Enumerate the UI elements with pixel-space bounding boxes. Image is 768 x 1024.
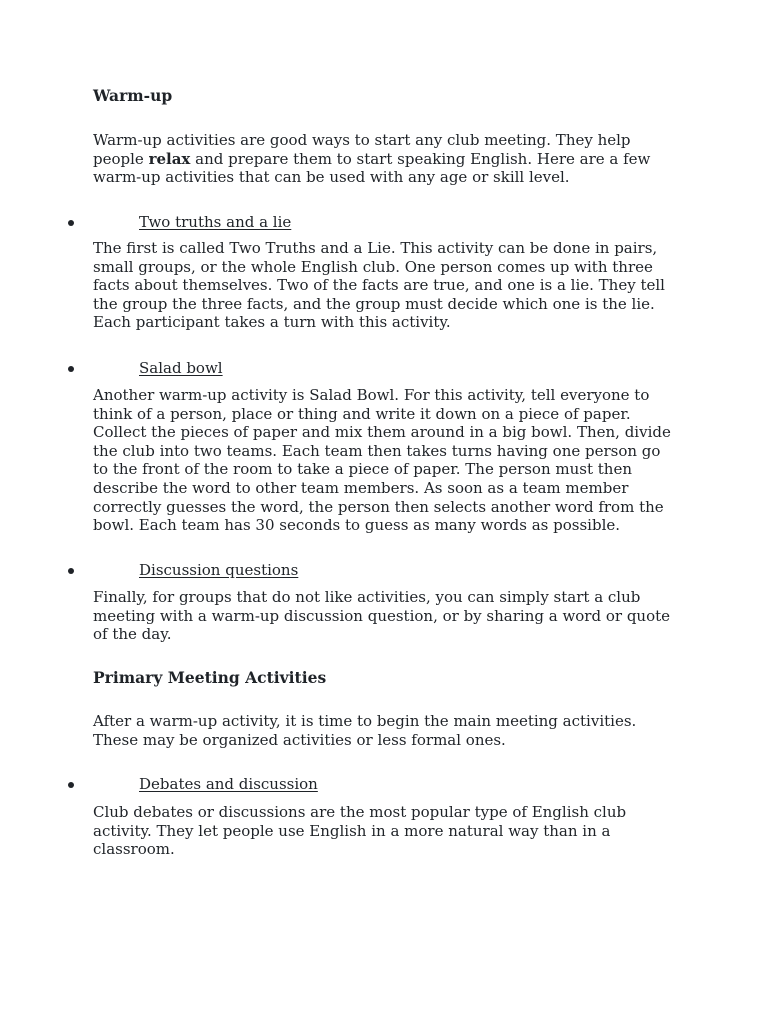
line-text: people <box>93 149 149 168</box>
bullet-item-salad-bowl <box>0 358 700 380</box>
paragraph-line: bowl. Each team has 30 seconds to guess as many words as possible. <box>93 516 621 535</box>
bullet-dot-icon <box>68 366 74 372</box>
paragraph-line: activity. They let people use English in a more natural way than in a <box>93 821 611 840</box>
paragraph-line: Finally, for groups that do not like activities, you can simply start a club <box>93 588 641 606</box>
paragraph-line: of the day. <box>93 625 172 644</box>
bullet-dot-icon <box>68 220 74 226</box>
bullet-item-debates <box>0 774 700 796</box>
paragraph-line: After a warm-up activity, it is time to begin the main meeting activities. <box>93 712 637 730</box>
paragraph-line: Each participant takes a turn with this activity. <box>93 313 451 332</box>
paragraph-line: facts about themselves. Two of the facts are true, and one is a lie. They tell <box>93 276 665 295</box>
warmup-intro-paragraph <box>93 131 693 187</box>
bullet-title: Salad bowl <box>139 359 223 377</box>
section-heading-primary <box>93 668 693 688</box>
paragraph-line: describe the word to other team members. As soon as a team member <box>93 478 629 497</box>
paragraph-line: The first is called Two Truths and a Lie. This activity can be done in pairs, <box>93 239 658 257</box>
debates-paragraph <box>93 803 693 859</box>
bold-word-relax: relax <box>148 149 191 168</box>
primary-intro-paragraph <box>93 712 693 749</box>
paragraph-line: think of a person, place or thing and write it down on a piece of paper. <box>93 404 631 423</box>
heading-text: Warm-up <box>93 86 173 105</box>
bullet-dot-icon <box>68 568 74 574</box>
discussion-questions-paragraph <box>93 588 693 644</box>
paragraph-line: small groups, or the whole English club. One person comes up with three <box>93 257 653 276</box>
bullet-title: Two truths and a lie <box>139 213 292 231</box>
heading-text: Primary Meeting Activities <box>93 668 327 687</box>
paragraph-line: These may be organized activities or less formal ones. <box>93 730 506 749</box>
paragraph-line: to the front of the room to take a piece of paper. The person must then <box>93 460 632 479</box>
paragraph-line: Another warm-up activity is Salad Bowl. For this activity, tell everyone to <box>93 386 650 404</box>
paragraph-line: Collect the pieces of paper and mix them around in a big bowl. Then, divide <box>93 423 671 442</box>
paragraph-line: classroom. <box>93 840 175 859</box>
bullet-dot-icon <box>68 782 74 788</box>
bullet-item-two-truths <box>0 212 700 234</box>
salad-bowl-paragraph <box>93 386 693 535</box>
bullet-title: Discussion questions <box>139 561 299 579</box>
two-truths-paragraph <box>93 239 693 332</box>
bullet-title: Debates and discussion <box>139 775 318 793</box>
paragraph-line: Club debates or discussions are the most popular type of English club <box>93 803 627 821</box>
bullet-item-discussion-questions <box>0 560 700 582</box>
paragraph-line: the club into two teams. Each team then takes turns having one person go <box>93 441 661 460</box>
paragraph-line: Warm-up activities are good ways to start any club meeting. They help <box>93 131 631 149</box>
paragraph-line <box>93 150 693 169</box>
paragraph-line: correctly guesses the word, the person then selects another word from the <box>93 497 664 516</box>
paragraph-line: the group the three facts, and the group must decide which one is the lie. <box>93 294 655 313</box>
paragraph-line: warm-up activities that can be used with any age or skill level. <box>93 168 570 187</box>
section-heading-warmup <box>93 86 693 106</box>
paragraph-line: meeting with a warm-up discussion question, or by sharing a word or quote <box>93 606 671 625</box>
line-text: and prepare them to start speaking English. Here are a few <box>190 149 651 168</box>
